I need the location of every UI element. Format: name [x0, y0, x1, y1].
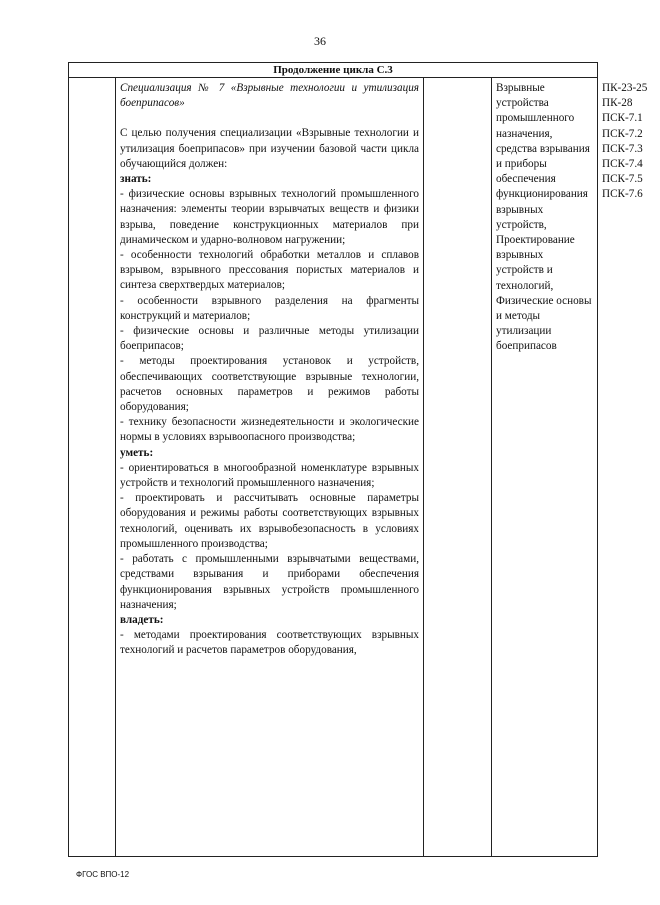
list-item: - физические основы взрывных технологий промышленного назначения: элементы теории взрывчатых веществ и физики взрыва, поведение конструкционных материалов при динамическом и ударно-волновом нагружении; [120, 188, 419, 246]
page-number: 36 [314, 34, 326, 48]
competences-cell [598, 78, 660, 856]
content-cell [116, 78, 424, 856]
page-footer: ФГОС ВПО-12 [76, 870, 130, 879]
list-item: - проектировать и рассчитывать основные параметры оборудования и режимы работы соответствующих взрывных технологий, оценивать их взрывобезопасность в условиях промышленного производства; [120, 492, 419, 550]
competence-code: ПК-23-25 [602, 82, 648, 94]
table-row [69, 78, 648, 856]
disciplines-text-cell [492, 78, 598, 856]
competence-code: ПСК-7.6 [602, 188, 643, 201]
curriculum-table [68, 62, 648, 857]
list-item: - методами проектирования соответствующих взрывных технологий и расчетов параметров оборудования, [120, 629, 419, 657]
competence-code: ПК-28 [602, 97, 633, 110]
competence-code: ПСК-7.3 [602, 142, 643, 155]
competence-code: ПСК-7.1 [602, 112, 643, 125]
competence-code: ПСК-7.4 [602, 158, 643, 171]
requirements-list [120, 172, 419, 659]
list-item: - физические основы и различные методы утилизации боеприпасов; [120, 325, 419, 353]
list-item: - методы проектирования установок и устройств, обеспечивающих соответствующие взрывные технологии, расчетов основных параметров и режимов работы оборудования; [120, 355, 419, 414]
competence-code: ПСК-7.5 [602, 173, 643, 186]
list-item: - особенности технологий обработки металлов и сплавов взрывом, взрывного прессования пористых материалов и синтеза сверхтвердых материалов; [120, 249, 419, 292]
table-caption: Продолжение цикла С.3 [69, 63, 597, 78]
list-item: - технику безопасности жизнедеятельности и экологические нормы в условиях взрывоопасного производства; [120, 416, 419, 444]
list-item: - особенности взрывного разделения на фрагменты конструкций и материалов; [120, 294, 419, 322]
disciplines-cell [492, 78, 648, 856]
intro-paragraph: С целью получения специализации «Взрывные технологии и утилизация боеприпасов» при изучении базовой части цикла обучающийся должен: [120, 127, 419, 170]
list-item: - работать с промышленными взрывчатыми веществами, средствами взрывания и приборами обеспечения функционирования взрывных устройств промышленного назначения; [120, 553, 419, 611]
competence-code: ПСК-7.2 [602, 127, 643, 140]
index-cell [69, 78, 116, 856]
disciplines-text: Взрывные устройства промышленного назначения, средства взрывания и приборы обеспечения функционирования взрывных устройств, Проектирование взрывных устройств и технологий, Физические основы и методы утилизации боеприпасов [496, 82, 592, 353]
list-item: - ориентироваться в многообразной номенклатуре взрывных устройств и технологий промышленного назначения; [120, 461, 419, 490]
section-heading: знать: [120, 173, 152, 186]
hours-cell [424, 78, 492, 856]
specialization-title: Специализация № 7 «Взрывные технологии и утилизация боеприпасов» [120, 82, 419, 110]
section-heading: уметь: [120, 446, 154, 459]
section-heading: владеть: [120, 613, 164, 626]
